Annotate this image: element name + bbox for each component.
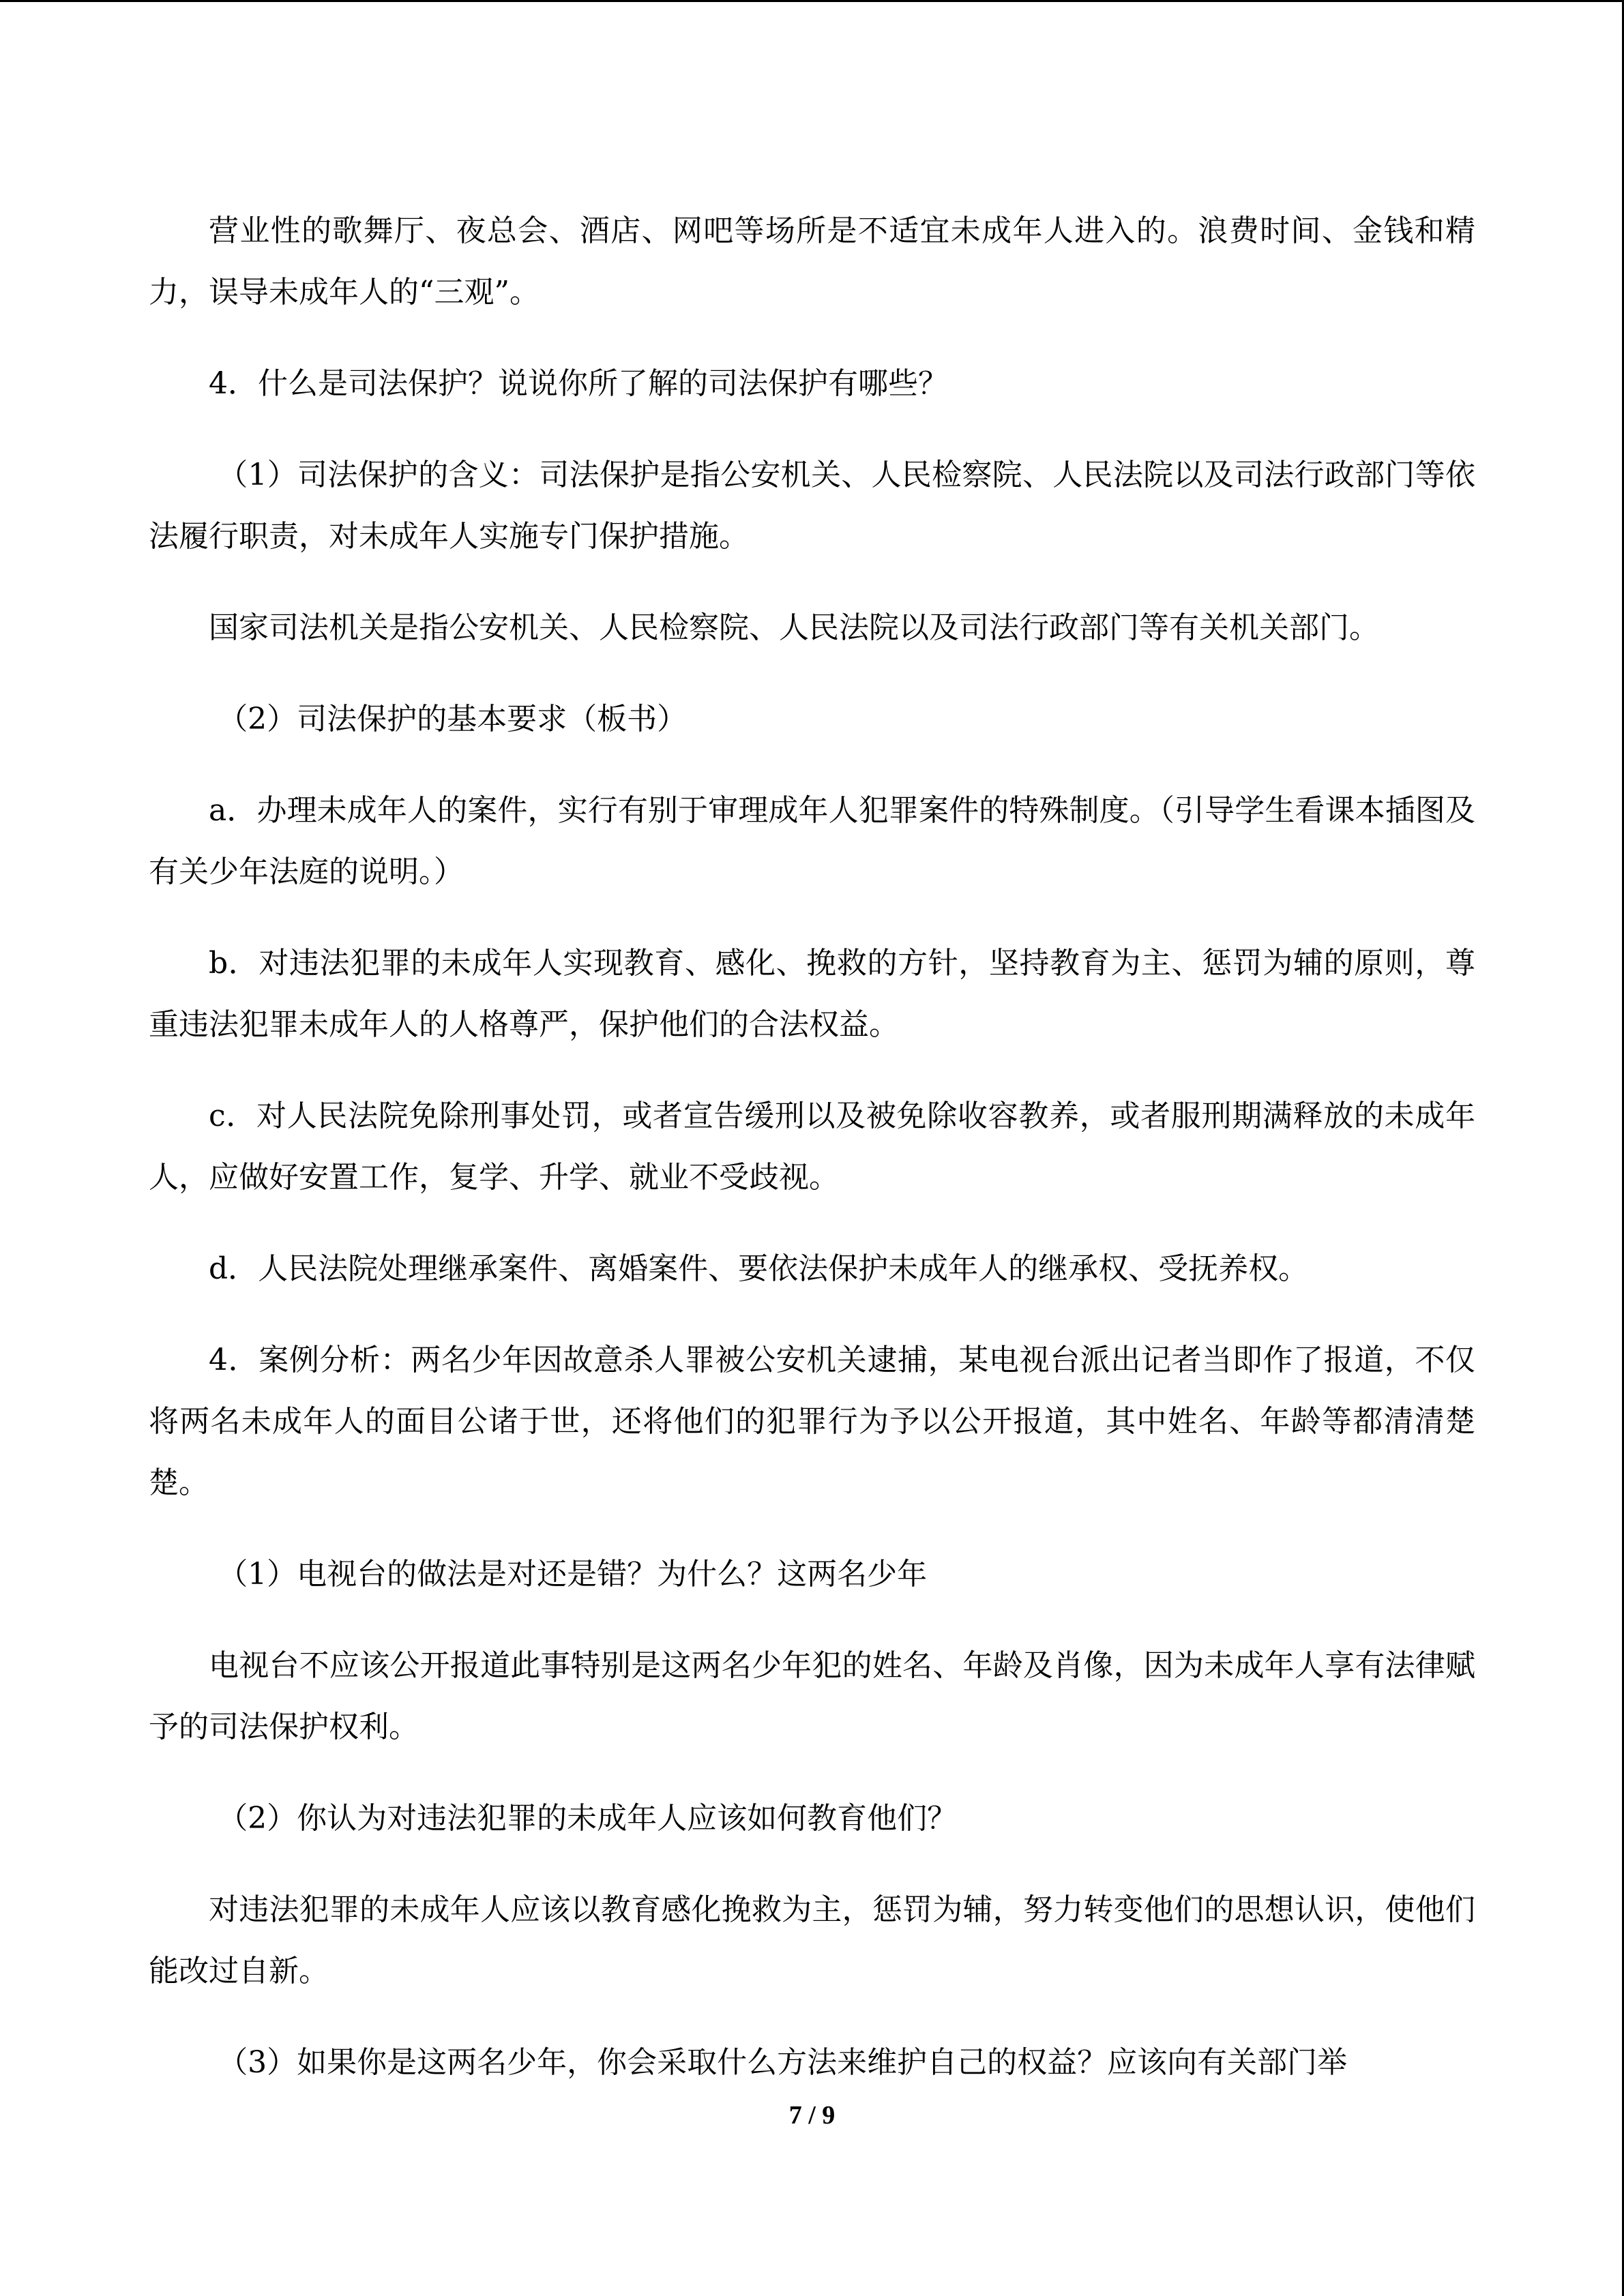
list-item: d．人民法院处理继承案件、离婚案件、要依法保护未成年人的继承权、受抚养权。 bbox=[209, 1251, 1309, 1286]
paragraph: 营业性的歌舞厅、夜总会、酒店、网吧等场所是不适宜未成年人进入的。浪费时间、金钱和精力，误导未成年人的“三观”。 bbox=[149, 213, 1475, 310]
paragraph: 国家司法机关是指公安机关、人民检察院、人民法院以及司法行政部门等有关机关部门。 bbox=[209, 610, 1379, 645]
section-heading: （2）司法保护的基本要求（板书） bbox=[218, 702, 688, 736]
list-item: c．对人民法院免除刑事处罚，或者宣告缓刑以及被免除收容教养，或者服刑期满释放的未成年人，应做好安置工作，复学、升学、就业不受歧视。 bbox=[149, 1099, 1475, 1195]
case-analysis: 4．案例分析：两名少年因故意杀人罪被公安机关逮捕，某电视台派出记者当即作了报道，不仅将两名未成年人的面目公诸于世，还将他们的犯罪行为予以公开报道，其中姓名、年龄等都清清楚楚。 bbox=[149, 1343, 1475, 1500]
list-item: a．办理未成年人的案件，实行有别于审理成年人犯罪案件的特殊制度。（引导学生看课本插图及有关少年法庭的说明。） bbox=[149, 793, 1475, 889]
question-heading: 4．什么是司法保护？说说你所了解的司法保护有哪些？ bbox=[209, 366, 948, 401]
answer-paragraph: 电视台不应该公开报道此事特别是这两名少年犯的姓名、年龄及肖像，因为未成年人享有法律赋予的司法保护权利。 bbox=[149, 1648, 1475, 1744]
list-item: b．对违法犯罪的未成年人实现教育、感化、挽救的方针，坚持教育为主、惩罚为辅的原则，尊重违法犯罪未成年人的人格尊严，保护他们的合法权益。 bbox=[149, 946, 1475, 1042]
sub-question: （1）电视台的做法是对还是错？为什么？这两名少年 bbox=[218, 1557, 928, 1592]
page-border-top bbox=[0, 0, 1624, 2]
sub-question: （2）你认为对违法犯罪的未成年人应该如何教育他们？ bbox=[218, 1801, 958, 1836]
paragraph: （1）司法保护的含义：司法保护是指公安机关、人民检察院、人民法院以及司法行政部门等依法履行职责，对未成年人实施专门保护措施。 bbox=[149, 458, 1475, 554]
answer-paragraph: 对违法犯罪的未成年人应该以教育感化挽救为主，惩罚为辅，努力转变他们的思想认识，使他们能改过自新。 bbox=[149, 1892, 1475, 1988]
document-body bbox=[149, 200, 1475, 2123]
page-number: 7 / 9 bbox=[788, 2101, 836, 2130]
sub-question: （3）如果你是这两名少年，你会采取什么方法来维护自己的权益？应该向有关部门举 bbox=[218, 2045, 1348, 2080]
